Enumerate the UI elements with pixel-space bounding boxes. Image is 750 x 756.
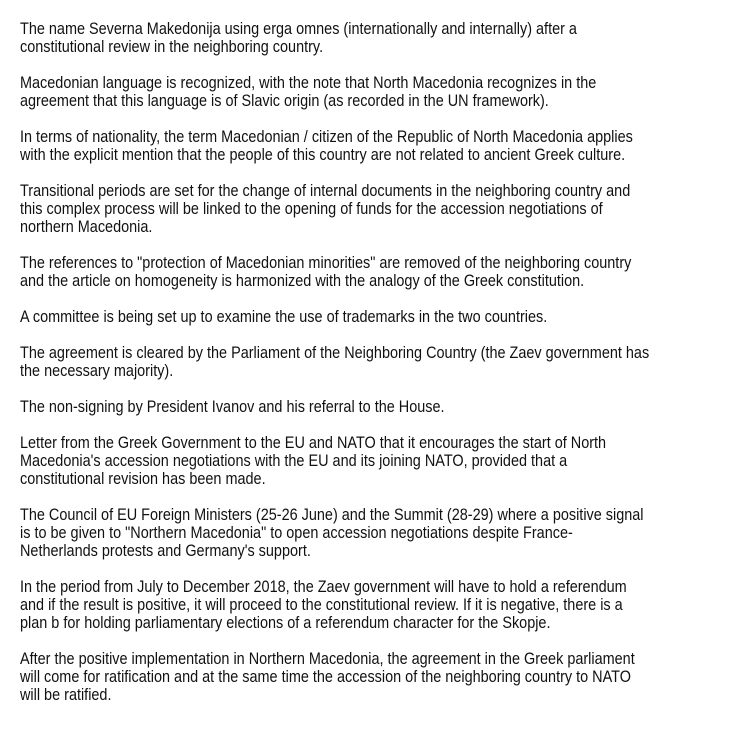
- text-line: In the period from July to December 2018, the Zaev government will have to hold a referendum: [20, 578, 627, 596]
- text-line: Transitional periods are set for the change of internal documents in the neighboring country and: [20, 182, 631, 200]
- paragraph: [20, 650, 738, 704]
- text-line: will come for ratification and at the same time the accession of the neighboring country to NATO: [20, 668, 631, 686]
- text-line: Letter from the Greek Government to the EU and NATO that it encourages the start of North: [20, 434, 607, 452]
- text-line: The non-signing by President Ivanov and his referral to the House.: [20, 398, 445, 416]
- text-line: and the article on homogeneity is harmonized with the analogy of the Greek constitution.: [20, 272, 585, 290]
- paragraph: [20, 434, 738, 488]
- text-line: with the explicit mention that the people of this country are not related to ancient Greek culture.: [20, 146, 626, 164]
- paragraph: [20, 308, 738, 326]
- text-line: constitutional review in the neighboring country.: [20, 38, 324, 56]
- text-line: and if the result is positive, it will proceed to the constitutional review. If it is negative, there is a: [20, 596, 623, 614]
- paragraph: [20, 20, 738, 56]
- text-line: Macedonian language is recognized, with the note that North Macedonia recognizes in the: [20, 74, 597, 92]
- text-line: A committee is being set up to examine the use of trademarks in the two countries.: [20, 308, 548, 326]
- text-line: The references to "protection of Macedonian minorities" are removed of the neighboring country: [20, 254, 632, 272]
- text-line: northern Macedonia.: [20, 218, 153, 236]
- text-line: The name Severna Makedonija using erga omnes (internationally and internally) after a: [20, 20, 577, 38]
- paragraph: [20, 74, 738, 110]
- text-line: this complex process will be linked to the opening of funds for the accession negotiations of: [20, 200, 603, 218]
- text-line: is to be given to "Northern Macedonia" to open accession negotiations despite France-: [20, 524, 573, 542]
- text-line: Netherlands protests and Germany's support.: [20, 542, 311, 560]
- paragraph: [20, 128, 738, 164]
- text-line: the necessary majority).: [20, 362, 174, 380]
- paragraph: [20, 506, 738, 560]
- paragraph: [20, 398, 738, 416]
- document-body: [20, 20, 738, 722]
- paragraph: [20, 344, 738, 380]
- text-line: In terms of nationality, the term Macedonian / citizen of the Republic of North Macedonia applies: [20, 128, 633, 146]
- text-line: agreement that this language is of Slavic origin (as recorded in the UN framework).: [20, 92, 549, 110]
- paragraph: [20, 254, 738, 290]
- paragraph: [20, 182, 738, 236]
- text-line: will be ratified.: [20, 686, 112, 704]
- text-line: After the positive implementation in Northern Macedonia, the agreement in the Greek parliament: [20, 650, 635, 668]
- text-line: constitutional revision has been made.: [20, 470, 266, 488]
- text-line: plan b for holding parliamentary elections of a referendum character for the Skopje.: [20, 614, 551, 632]
- text-line: Macedonia's accession negotiations with the EU and its joining NATO, provided that a: [20, 452, 568, 470]
- text-line: The agreement is cleared by the Parliament of the Neighboring Country (the Zaev government has: [20, 344, 650, 362]
- text-line: The Council of EU Foreign Ministers (25-26 June) and the Summit (28-29) where a positive signal: [20, 506, 644, 524]
- paragraph: [20, 578, 738, 632]
